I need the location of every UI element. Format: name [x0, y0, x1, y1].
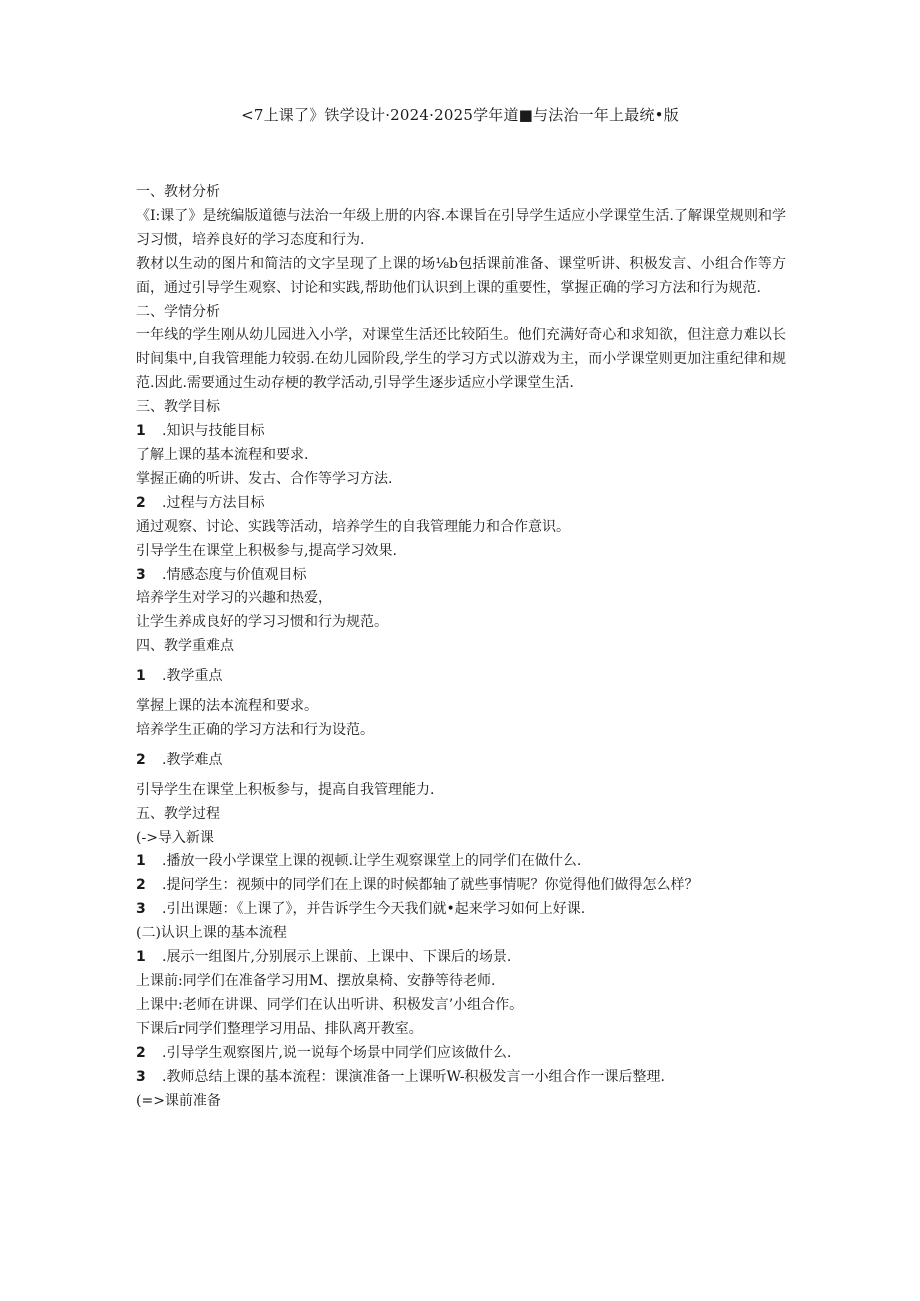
- paragraph: 《I:课了》是统编版道德与法治一年级上册的内容.本课旨在引导学生适应小学课堂生活.了解课堂规则和学习习惯，培养良好的学习态度和行为.: [136, 207, 786, 248]
- paragraph: 一年线的学生刚从幼儿园进入小学，对课堂生活还比较陌生。他们充满好奇心和求知欲，但注意力难以长时间集中,自我管理能力较弱.在幼儿园阶段,学生的学习方式以游戏为主，而小学课堂则更加注重纪律和规范.因此.需要通过生动存梗的教学活动,引导学生逐步适应小学课堂生活.: [136, 327, 786, 392]
- numbered-item: [136, 874, 786, 898]
- numbered-item: [136, 492, 786, 516]
- numbered-item: [136, 898, 786, 922]
- item-text: .引导学生观察图片,说一说每个场景中同学们应该做什么.: [162, 1044, 512, 1061]
- section-heading: 四、教学重难点: [136, 638, 234, 655]
- text-line: 培养学生正确的学习方法和行为设范。: [136, 721, 374, 738]
- paragraph: 教材以生动的图片和简洁的文字呈现了上课的场⅛b包括课前准备、课堂听讲、积极发言、小组合作等方面，通过引导学生观察、讨论和实践,帮助他们认识到上课的重要性，掌握正确的学习方法和行为规范.: [136, 255, 786, 296]
- item-number: 3: [136, 1068, 146, 1085]
- text-line: 通过观察、讨论、实践等活动，培养学生的自我管理能力和合作意识。: [136, 518, 570, 535]
- text-line: 上课前:同学们在准备学习用M、摆放臬椅、安静等待老师.: [136, 973, 496, 989]
- text-line: (->导入新课: [136, 829, 214, 846]
- text-line: 培养学生对学习的兴趣和热爱，: [136, 590, 332, 607]
- item-number: 1: [136, 853, 146, 870]
- item-number: 2: [136, 494, 146, 511]
- item-number: 2: [136, 877, 146, 894]
- text-line: 了解上课的基本流程和要求.: [136, 446, 309, 463]
- numbered-item: [136, 1042, 786, 1066]
- section-heading: 三、教学目标: [136, 399, 220, 416]
- text-line: 掌握正确的听讲、发古、合作等学习方法.: [136, 470, 393, 487]
- numbered-item: [136, 946, 786, 970]
- text-line: 掌握上课的法本流程和要求。: [136, 698, 318, 715]
- numbered-item: [136, 420, 786, 444]
- item-text: .过程与方法目标: [162, 494, 265, 511]
- section-heading: 一、教材分析: [136, 184, 220, 200]
- item-text: .教学重点: [162, 668, 223, 685]
- item-number: 2: [136, 1044, 146, 1061]
- numbered-item: [136, 850, 786, 874]
- item-text: .知识与技能目标: [162, 423, 265, 440]
- text-line: 上课中:老师在讲课、同学们在认出听讲、积极发言’小组合作。: [136, 996, 524, 1013]
- numbered-item: [136, 665, 786, 689]
- item-number: 1: [136, 668, 146, 685]
- item-text: .教学难点: [162, 751, 223, 768]
- item-text: .引出课题：《上课了》，并告诉学生今天我们就•起来学习如何上好课.: [162, 901, 586, 918]
- item-text: .播放一段小学课堂上课的视顿.让学生观察课堂上的同学们在做什么.: [162, 853, 582, 870]
- section-heading: 二、学情分析: [136, 303, 220, 320]
- numbered-item: [136, 1066, 786, 1090]
- text-line: 引导学生在课堂上积板参与，提高自我管理能力.: [136, 781, 435, 798]
- item-number: 3: [136, 901, 146, 918]
- item-number: 1: [136, 423, 146, 440]
- text-line: 引导学生在课堂上积极参与,提高学习效果.: [136, 542, 397, 559]
- item-text: .情感态度与价值观目标: [162, 566, 307, 583]
- item-text: .教师总结上课的基本流程：课演准备一上课听W-积极发言一小组合作一课后整理.: [162, 1068, 665, 1085]
- text-line: (=>课前准备: [136, 1092, 221, 1109]
- document-title: <7上课了》铁学设计·2024·2025学年道■与法治一年上最统•版: [241, 106, 679, 124]
- text-line: 下课后r同学们整理学习用品、排队离开教室。: [136, 1020, 423, 1037]
- section-heading: 五、教学过程: [136, 805, 220, 822]
- text-line: 让学生养成良好的学习习惯和行为规范。: [136, 614, 388, 631]
- item-text: .提问学生：视频中的同学们在上课的时候都轴了就些事情呢？你觉得他们做得怎么样？: [162, 877, 699, 894]
- item-text: .展示一组图片,分别展示上课前、上课中、下课后的场景.: [162, 949, 512, 966]
- document-body: [136, 181, 786, 1113]
- item-number: 3: [136, 566, 146, 583]
- numbered-item: [136, 564, 786, 588]
- numbered-item: [136, 749, 786, 773]
- text-line: (二)认识上课的基本流程: [136, 925, 287, 942]
- item-number: 1: [136, 949, 146, 966]
- item-number: 2: [136, 751, 146, 768]
